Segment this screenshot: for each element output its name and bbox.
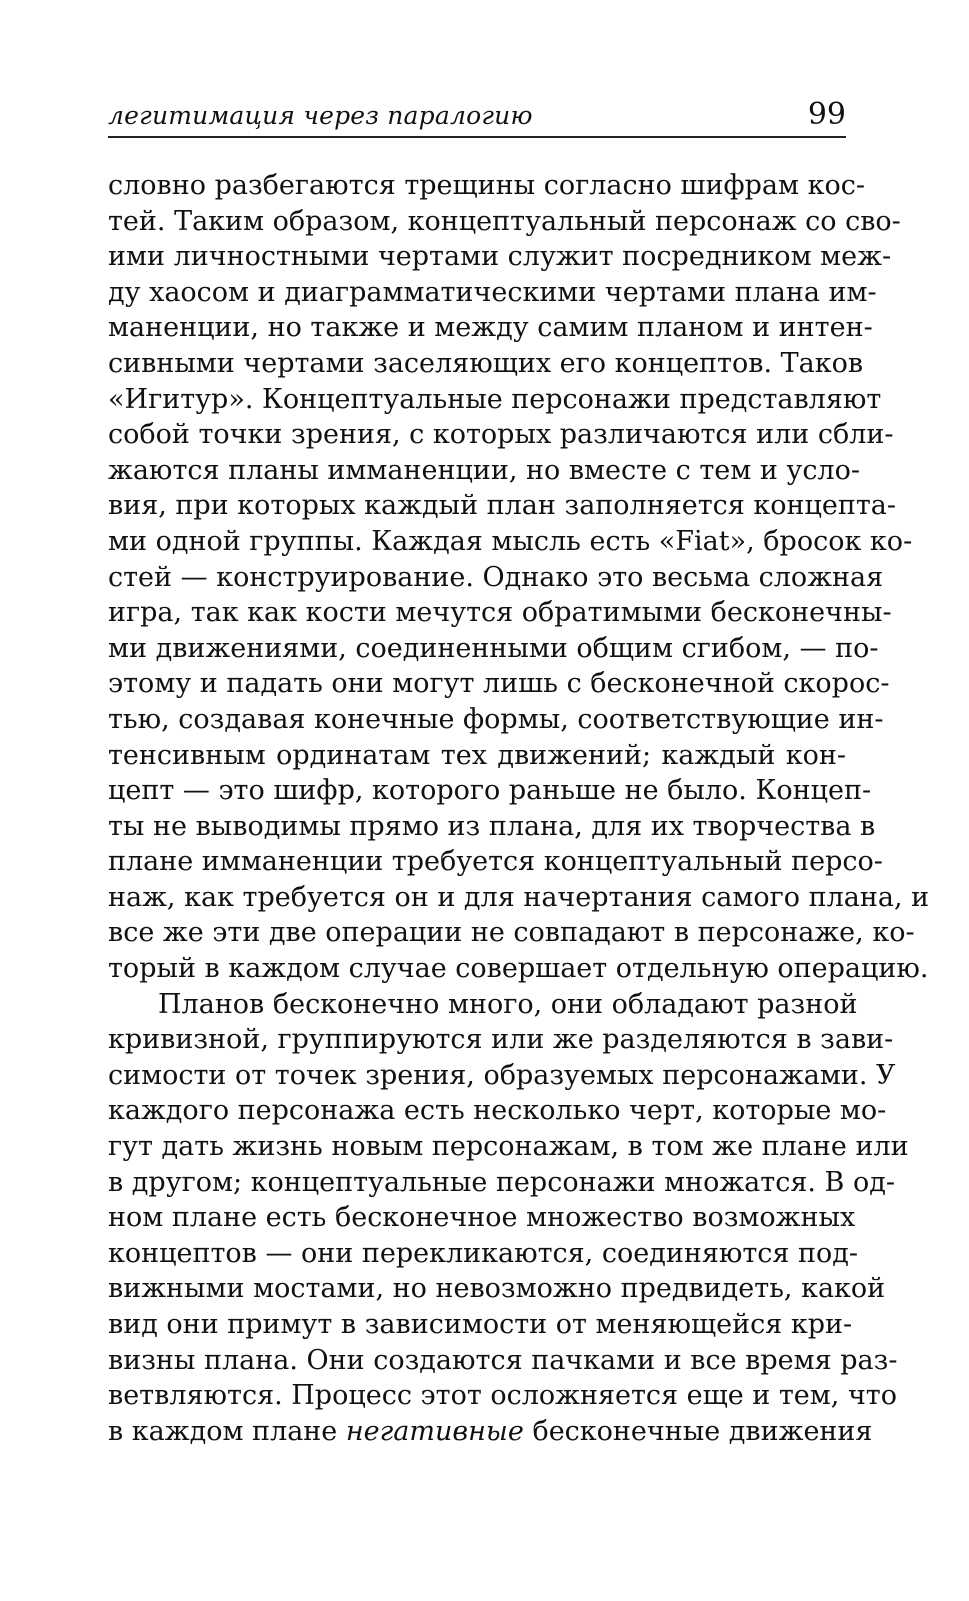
text-line: вия, при которых каждый план заполняется концепта- — [108, 490, 897, 522]
book-page — [108, 86, 930, 1449]
text-line: собой точки зрения, с которых различаются или сбли- — [108, 419, 894, 451]
text-line-with-emphasis — [108, 1414, 873, 1450]
text-line: вижными мостами, но невозможно предвидеть, какой — [108, 1273, 886, 1305]
text-line: кривизной, группируются или же разделяются в зави- — [108, 1024, 894, 1056]
text-line: цепт — это шифр, которого раньше не было. Концеп- — [108, 775, 872, 807]
page-number: 99 — [807, 97, 846, 132]
text-line: этому и падать они могут лишь с бесконечной скорос- — [108, 668, 890, 700]
text-line: ми одной группы. Каждая мысль есть «Fiat», бросок ко- — [108, 525, 913, 557]
text-line: гут дать жизнь новым персонажам, в том же плане или — [108, 1131, 909, 1163]
text-line: концептов — они перекликаются, соединяются под- — [108, 1237, 859, 1269]
text-line: каждого персонажа есть несколько черт, которые мо- — [108, 1095, 887, 1127]
text-line: ном плане есть бесконечное множество возможных — [108, 1202, 856, 1234]
text-line: ветвляются. Процесс этот осложняется еще и тем, что — [108, 1380, 897, 1412]
text-line: игра, так как кости мечутся обратимыми бесконечны- — [108, 597, 892, 629]
text-line: плане имманенции требуется концептуальный персо- — [108, 846, 883, 878]
text-segment: бесконечные движения — [532, 1415, 873, 1447]
body-text — [108, 168, 930, 1449]
text-line: наж, как требуется он и для начертания самого плана, и — [108, 881, 930, 913]
text-line: маненции, но также и между самим планом и интен- — [108, 312, 873, 344]
text-line: Планов бесконечно много, они обладают разной — [158, 988, 858, 1020]
paragraph-1 — [108, 168, 930, 987]
text-line: в другом; концептуальные персонажи множатся. В од- — [108, 1166, 895, 1198]
text-line: визны плана. Они создаются пачками и все время раз- — [108, 1344, 898, 1376]
text-line: жаются планы имманенции, но вместе с тем и усло- — [108, 454, 860, 486]
text-line: тью, создавая конечные формы, соответствующие ин- — [108, 703, 884, 735]
running-head — [108, 86, 846, 138]
text-line: «Игитур». Концептуальные персонажи представляют — [108, 383, 882, 415]
text-line: ты не выводимы прямо из плана, для их творчества в — [108, 810, 876, 842]
text-segment: в каждом плане — [108, 1415, 338, 1447]
text-line: ду хаосом и диаграмматическими чертами плана им- — [108, 276, 877, 308]
text-line: торый в каждом случае совершает отдельную операцию. — [108, 953, 929, 985]
text-line: стей — конструирование. Однако это весьма сложная — [108, 561, 884, 593]
text-line: сивными чертами заселяющих его концептов. Таков — [108, 347, 864, 379]
text-line: вид они примут в зависимости от меняющейся кри- — [108, 1309, 853, 1340]
text-line: ми движениями, соединенными общим сгибом, — по- — [108, 632, 879, 664]
text-line: словно разбегаются трещины согласно шифрам кос- — [108, 170, 865, 201]
running-title: легитимация через паралогию — [108, 101, 533, 130]
paragraph-2 — [108, 987, 909, 1450]
text-line: ими личностными чертами служит посредником меж- — [108, 241, 892, 273]
text-line: все же эти две операции не совпадают в персонаже, ко- — [108, 917, 915, 949]
text-line: симости от точек зрения, образуемых персонажами. У — [108, 1059, 896, 1091]
text-line: тенсивным ординатам тех движений; каждый кон- — [108, 739, 846, 771]
text-line: тей. Таким образом, концептуальный персонаж со сво- — [108, 205, 901, 237]
emphasized-word: негативные — [345, 1415, 524, 1447]
